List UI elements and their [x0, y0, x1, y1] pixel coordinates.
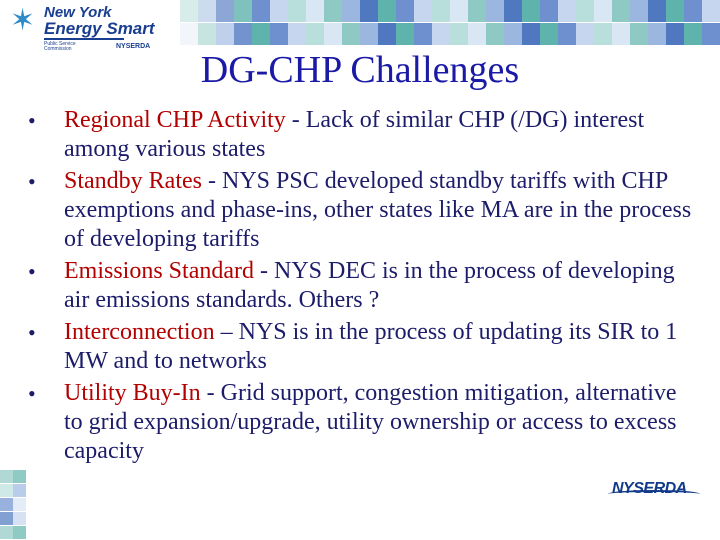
nyserda-footer-text: NYSERDA: [612, 480, 687, 497]
mosaic-tile: [13, 498, 26, 511]
bullet-dot-icon: •: [28, 259, 36, 284]
mosaic-tile: [13, 470, 26, 483]
mosaic-tile: [198, 0, 216, 22]
mosaic-tile: [306, 23, 324, 45]
mosaic-tile: [0, 526, 13, 539]
mosaic-tile: [468, 0, 486, 22]
slide-title: DG-CHP Challenges: [200, 49, 520, 91]
mosaic-tile: [522, 0, 540, 22]
mosaic-tile: [360, 0, 378, 22]
star-icon: ✶: [10, 3, 36, 38]
mosaic-tile: [558, 23, 576, 45]
swoosh-icon: [608, 490, 700, 498]
mosaic-tile: [324, 0, 342, 22]
mosaic-tile: [0, 470, 13, 483]
mosaic-tile: [216, 23, 234, 45]
mosaic-tile: [270, 23, 288, 45]
mosaic-tile: [612, 0, 630, 22]
mosaic-tile: [630, 23, 648, 45]
mosaic-tile: [396, 0, 414, 22]
bullet-term: Standby Rates: [64, 168, 202, 194]
mosaic-tile: [342, 23, 360, 45]
bullet-text: - NYS DEC is in the process of developing air emissions standards. Others ?: [64, 258, 675, 313]
bullet-term: Regional CHP Activity: [64, 107, 286, 133]
corner-mosaic-strip: [0, 470, 26, 540]
mosaic-tile: [702, 23, 720, 45]
mosaic-tile: [648, 0, 666, 22]
bullet-term: Interconnection: [64, 319, 215, 345]
mosaic-tile: [576, 23, 594, 45]
mosaic-tile: [252, 23, 270, 45]
mosaic-tile: [306, 0, 324, 22]
mosaic-tile: [13, 526, 26, 539]
mosaic-tile: [576, 0, 594, 22]
mosaic-tile: [684, 23, 702, 45]
bullet-dot-icon: •: [28, 169, 36, 194]
mosaic-tile: [504, 23, 522, 45]
bullet-text: - Grid support, congestion mitigation, alternative to grid expansion/upgrade, utility ownership or access to excess capacity: [64, 380, 677, 464]
mosaic-tile: [378, 0, 396, 22]
mosaic-tile: [594, 23, 612, 45]
mosaic-tile: [450, 23, 468, 45]
logo-line-2: Energy Smart: [44, 19, 155, 38]
logo-line-1: New York: [44, 4, 112, 21]
mosaic-tile: [486, 0, 504, 22]
bullet-text: - NYS PSC developed standby tariffs with CHP exemptions and phase-ins, other states like MA are in the process of developing tariffs: [64, 168, 692, 252]
mosaic-tile: [360, 23, 378, 45]
bullet-term: Utility Buy-In: [64, 380, 201, 406]
mosaic-tile: [342, 0, 360, 22]
logo-line-4: NYSERDA: [116, 43, 151, 50]
mosaic-tile: [540, 23, 558, 45]
mosaic-tile: [270, 0, 288, 22]
mosaic-tile: [432, 23, 450, 45]
mosaic-tile: [198, 23, 216, 45]
mosaic-tile: [702, 0, 720, 22]
mosaic-tile: [234, 23, 252, 45]
mosaic-tile: [13, 512, 26, 525]
header-mosaic-banner: [180, 0, 720, 46]
mosaic-tile: [414, 0, 432, 22]
mosaic-tile: [252, 0, 270, 22]
mosaic-tile: [540, 0, 558, 22]
mosaic-tile: [558, 0, 576, 22]
logo-line-3: Public Service Commission: [44, 41, 76, 52]
bullet-term: Emissions Standard: [64, 258, 254, 284]
mosaic-tile: [468, 23, 486, 45]
mosaic-tile: [0, 512, 13, 525]
nyserda-footer-logo: [612, 480, 687, 498]
bullet-dot-icon: •: [28, 320, 36, 345]
bullet-item: [26, 257, 696, 315]
bullet-dot-icon: •: [28, 108, 36, 133]
bullet-item: [26, 318, 696, 376]
mosaic-tile: [684, 0, 702, 22]
mosaic-tile: [594, 0, 612, 22]
mosaic-tile: [0, 484, 13, 497]
mosaic-tile: [13, 484, 26, 497]
mosaic-tile: [504, 0, 522, 22]
mosaic-tile: [216, 0, 234, 22]
mosaic-tile: [648, 23, 666, 45]
mosaic-tile: [666, 23, 684, 45]
mosaic-tile: [414, 23, 432, 45]
mosaic-tile: [666, 0, 684, 22]
logo-rule: [44, 38, 124, 40]
bullet-text: – NYS is in the process of updating its SIR to 1 MW and to networks: [64, 319, 678, 374]
bullet-list: [26, 106, 696, 469]
mosaic-tile: [432, 0, 450, 22]
mosaic-tile: [234, 0, 252, 22]
mosaic-tile: [522, 23, 540, 45]
bullet-item: [26, 106, 696, 164]
mosaic-tile: [612, 23, 630, 45]
mosaic-tile: [0, 498, 13, 511]
bullet-text: - Lack of similar CHP (/DG) interest among various states: [64, 107, 645, 162]
bullet-item: [26, 167, 696, 254]
mosaic-tile: [450, 0, 468, 22]
bullet-item: [26, 379, 696, 466]
bullet-dot-icon: •: [28, 381, 36, 406]
mosaic-tile: [630, 0, 648, 22]
mosaic-tile: [288, 0, 306, 22]
mosaic-tile: [288, 23, 306, 45]
mosaic-tile: [396, 23, 414, 45]
mosaic-tile: [324, 23, 342, 45]
mosaic-tile: [378, 23, 396, 45]
mosaic-tile: [486, 23, 504, 45]
